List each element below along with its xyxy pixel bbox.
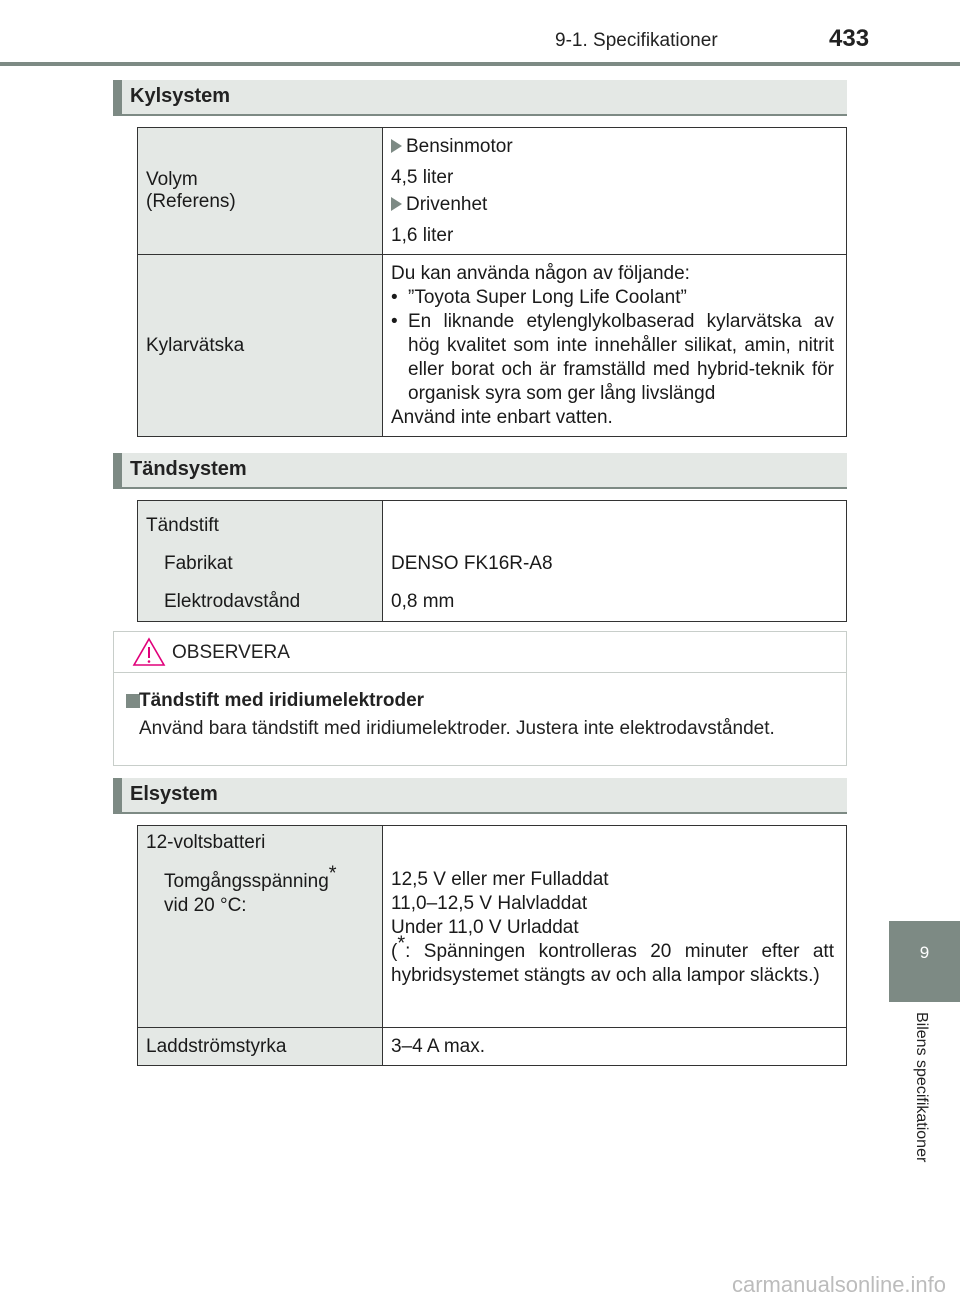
section-title: 9-1. Specifikationer (555, 30, 718, 51)
heading-title: Elsystem (130, 783, 218, 805)
electrical-table (137, 825, 847, 1066)
footnote: (*: Spänningen kontrolleras 20 minuter efter att hybridsystemet stängts av och alla lampor släckts.) (391, 932, 834, 986)
notice-body: Använd bara tändstift med iridiumelektroder. Justera inte elektrodavståndet. (139, 718, 775, 739)
value-text: 1,6 liter (391, 225, 454, 246)
outro-text: Använd inte enbart vatten. (391, 406, 613, 428)
section-heading-elsystem (113, 778, 847, 814)
chapter-title: Bilens specifikationer (913, 1012, 930, 1163)
sub-label: Tomgångsspänning* (164, 862, 337, 892)
heading-title: Kylsystem (130, 85, 231, 107)
table-row (138, 826, 847, 1028)
section-heading-tandsystem (113, 453, 847, 489)
notice-subtitle: Tändstift med iridiumelektroder (139, 690, 425, 711)
section-heading-kylsystem (113, 80, 847, 116)
label-cell (138, 826, 383, 1028)
watermark: carmanualsonline.info (732, 1272, 947, 1297)
label-cell: Kylarvätska (138, 255, 383, 437)
heading-bar (113, 80, 122, 114)
value-text: 11,0–12,5 V Halvladdat (391, 893, 588, 914)
value-text: 4,5 liter (391, 167, 454, 188)
notice-header (114, 632, 846, 673)
group-label: 12-voltsbatteri (146, 832, 266, 853)
intro-text: Du kan använda någon av följande: (391, 262, 690, 284)
value-cell (383, 128, 847, 255)
table-row (138, 1028, 847, 1066)
heading-bar (113, 453, 122, 487)
square-bullet-icon (126, 694, 140, 708)
label-cell: Laddströmstyrka (138, 1028, 383, 1066)
chapter-tab[interactable] (889, 921, 960, 1002)
value-cell: 3–4 A max. (383, 1028, 847, 1066)
group-label: Tändstift (146, 515, 219, 536)
page-number: 433 (829, 25, 870, 52)
table-row (138, 255, 847, 437)
sub-label: Elektrodavstånd (164, 591, 301, 612)
sub-label: Fabrikat (164, 553, 233, 574)
label-cell (138, 128, 383, 255)
triangle-icon (391, 197, 402, 211)
sub-heading: Bensinmotor (391, 133, 836, 160)
triangle-icon (391, 139, 402, 153)
value-cell (383, 501, 847, 622)
ignition-table (137, 500, 847, 622)
value-cell (383, 255, 847, 437)
notice-box (113, 631, 847, 766)
label-text: (Referens) (146, 191, 236, 212)
heading-title: Tändsystem (130, 458, 247, 480)
list-item: • En liknande etylenglykolbaserad kylarvätska av hög kvalitet som inte innehåller silikat, amin, nitrit eller borat och är framställd med hybrid-teknik för organisk syra som ger lång livslängd (391, 310, 834, 406)
value-text: 12,5 V eller mer Fulladdat (391, 869, 609, 890)
value-cell (383, 826, 847, 1028)
header-rule (0, 62, 960, 66)
chapter-number: 9 (919, 943, 930, 962)
cooling-table (137, 127, 847, 437)
value-text: DENSO FK16R-A8 (391, 553, 553, 574)
list-item: • ”Toyota Super Long Life Coolant” (391, 286, 834, 310)
table-row (138, 128, 847, 255)
value-text: 0,8 mm (391, 591, 455, 612)
warning-triangle-icon (132, 637, 166, 667)
sub-label: vid 20 °C: (164, 895, 247, 916)
page-header (0, 0, 960, 68)
table-row (138, 501, 847, 622)
label-cell (138, 501, 383, 622)
heading-bar (113, 778, 122, 812)
value-text: Under 11,0 V Urladdat (391, 917, 579, 938)
label-text: Volym (146, 169, 198, 190)
sub-heading: Drivenhet (391, 191, 836, 218)
asterisk: * (328, 862, 337, 885)
notice-title: OBSERVERA (172, 642, 290, 663)
